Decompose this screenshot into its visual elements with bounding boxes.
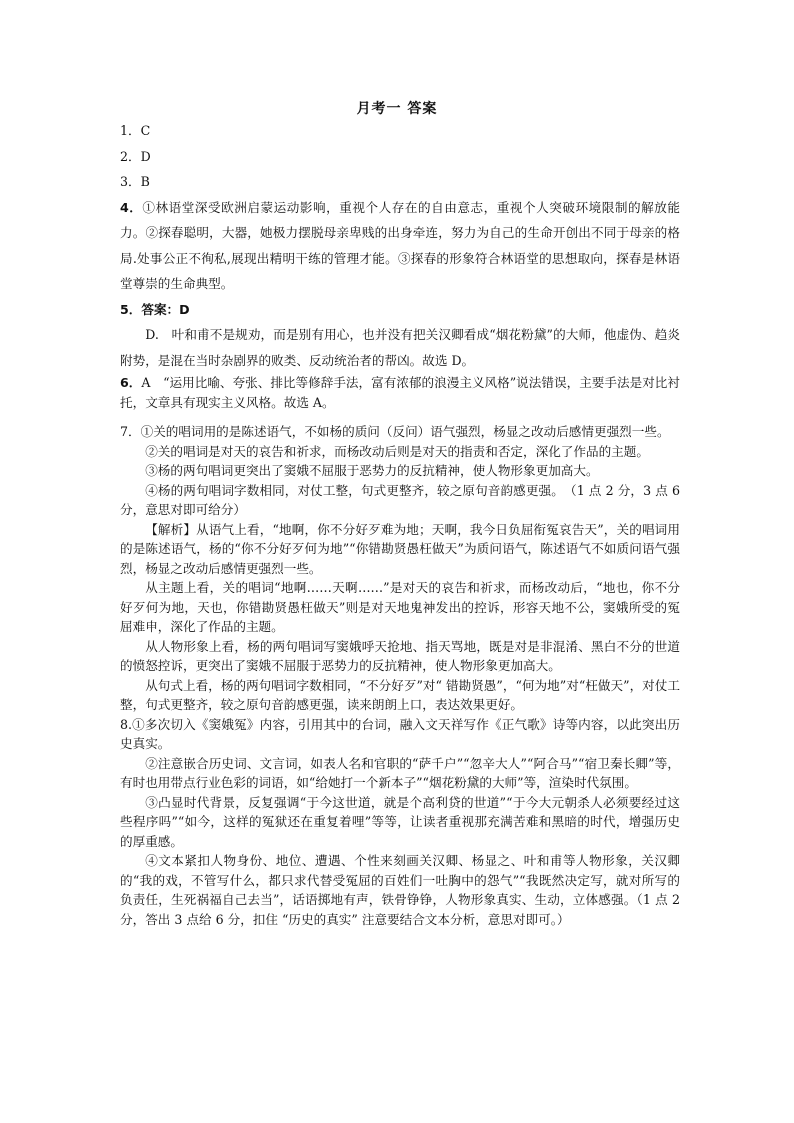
- answer-8-point-3: ③凸显时代背景，反复强调“于今这世道，就是个高利贷的世道”“于今大元朝杀人必须要经过这些程序吗”“如今，这样的冤狱还在重复着哩”等等，让读者重视那充满苦难和黑暗的时代，增强历史的厚重感。: [120, 794, 680, 849]
- answer-8-point-4: ④文本紧扣人物身份、地位、遭遇、个性来刻画关汉卿、杨显之、叶和甫等人物形象，关汉卿的“我的戏，不管写什么，都只求代替受冤屈的百姓们一吐胸中的怨气”“我既然决定写，就对所写的负责任，生死祸福自己去当”，话语掷地有声，铁骨铮铮，人物形象真实、生动，立体感强。（1 点 2 分，答出 3 点给 6 分，扣住 “历史的真实” 注意要结合文本分析，意思对即可。）: [120, 853, 680, 927]
- answer-3: 3．B: [120, 174, 150, 189]
- answer-content: [120, 118, 680, 929]
- answer-2: 2．D: [120, 148, 151, 164]
- answer-8-point-1: 8.①多次切入《窦娥冤》内容，引用其中的台词，融入文天祥写作《正气歌》诗等内容，以此突出历史真实。: [120, 716, 680, 751]
- answer-7-analysis-tone: 【解析】从语气上看，“地啊，你不分好歹难为地；天啊，我今日负屈衔冤哀告天”，关的唱词用的是陈述语气，杨的“你不分好歹何为地”“你错勘贤愚枉做天”为质问语气，陈述语气不如质问语气强烈，杨显之改动后感情更强烈一些。: [120, 521, 680, 576]
- answer-7-point-1: 7．①关的唱词用的是陈述语气，不如杨的质问（反问）语气强烈，杨显之改动后感情更强烈一些。: [120, 424, 670, 439]
- spacer: [120, 412, 680, 422]
- answer-7-point-4: ④杨的两句唱词字数相同，对仗工整，句式更整齐，较之原句音韵感更强。 （1 点 2 分，3 点 6 分，意思对即可给分）: [120, 482, 680, 517]
- answer-7-analysis-theme: 从主题上看，关的唱词“地啊……天啊……”是对天的哀告和祈求，而杨改动后，“地也，你不分好歹何为地，天也，你错勘贤愚枉做天”则是对天地鬼神发出的控诉，形容天地不公，窦娥所受的冤屈难申，深化了作品的主题。: [120, 580, 680, 634]
- answer-5-heading: [120, 297, 680, 323]
- answer-8-point-2: ②注意嵌合历史词、文言词，如表人名和官职的“萨千户”“忽辛大人”“阿合马”“宿卫秦长卿”等，有时也用带点行业色彩的词语，如“给她打一个新本子”“烟花粉黛的大师”等，渲染时代氛围。: [120, 755, 680, 790]
- answer-6: [120, 373, 680, 412]
- answer-6-number: 6．: [120, 375, 142, 390]
- page-title: 月考一 答案: [356, 101, 438, 117]
- answer-7-analysis-character: 从人物形象上看，杨的两句唱词写窦娥呼天抢地、指天骂地，既是对是非混淆、黑白不分的世道的愤怒控诉，更突出了窦娥不屈服于恶势力的反抗精神，使人物形象更加高大。: [120, 638, 680, 673]
- answer-7-point-3: ③杨的两句唱词更突出了窦娥不屈服于恶势力的反抗精神，使人物形象更加高大。: [145, 463, 599, 478]
- answer-1: 1．C: [120, 123, 151, 138]
- answer-6-text: A “运用比喻、夸张、排比等修辞手法，富有浓郁的浪漫主义风格”说法错误，主要手法是对比衬托，文章具有现实主义风格。故选 A。: [120, 375, 680, 410]
- answer-5-head-text: 5．答案：D: [120, 301, 190, 317]
- answer-7-analysis-syntax: 从句式上看，杨的两句唱词字数相同，“不分好歹”对“ 错勘贤愚”，“何为地”对“枉做天”，对仗工整，句式更整齐，较之原句音韵感更强，读来朗朗上口，表达效果更好。: [120, 677, 680, 712]
- answer-4: [120, 195, 680, 297]
- answer-5-explanation: D. 叶和甫不是规劝，而是别有用心，也并没有把关汉卿看成“烟花粉黛”的大师，他虚伪、趋炎附势，是混在当时杂剧界的败类、反动统治者的帮凶。故选 D。: [120, 327, 680, 368]
- answer-4-number: 4．: [120, 199, 143, 215]
- answer-7-point-2: ②关的唱词是对天的哀告和祈求，而杨改动后则是对天的指责和否定，深化了作品的主题。: [145, 443, 649, 459]
- answer-4-text: ①林语堂深受欧洲启蒙运动影响，重视个人存在的自由意志，重视个人突破环境限制的解放能力。②探春聪明，大器，她极力摆脱母亲卑贱的出身牵连，努力为自己的生命开创出不同于母亲的格局.处事公正不徇私,展现出精明干练的管理才能。③探春的形象符合林语堂的思想取向，探春是林语堂尊崇的生命典型。: [120, 199, 681, 291]
